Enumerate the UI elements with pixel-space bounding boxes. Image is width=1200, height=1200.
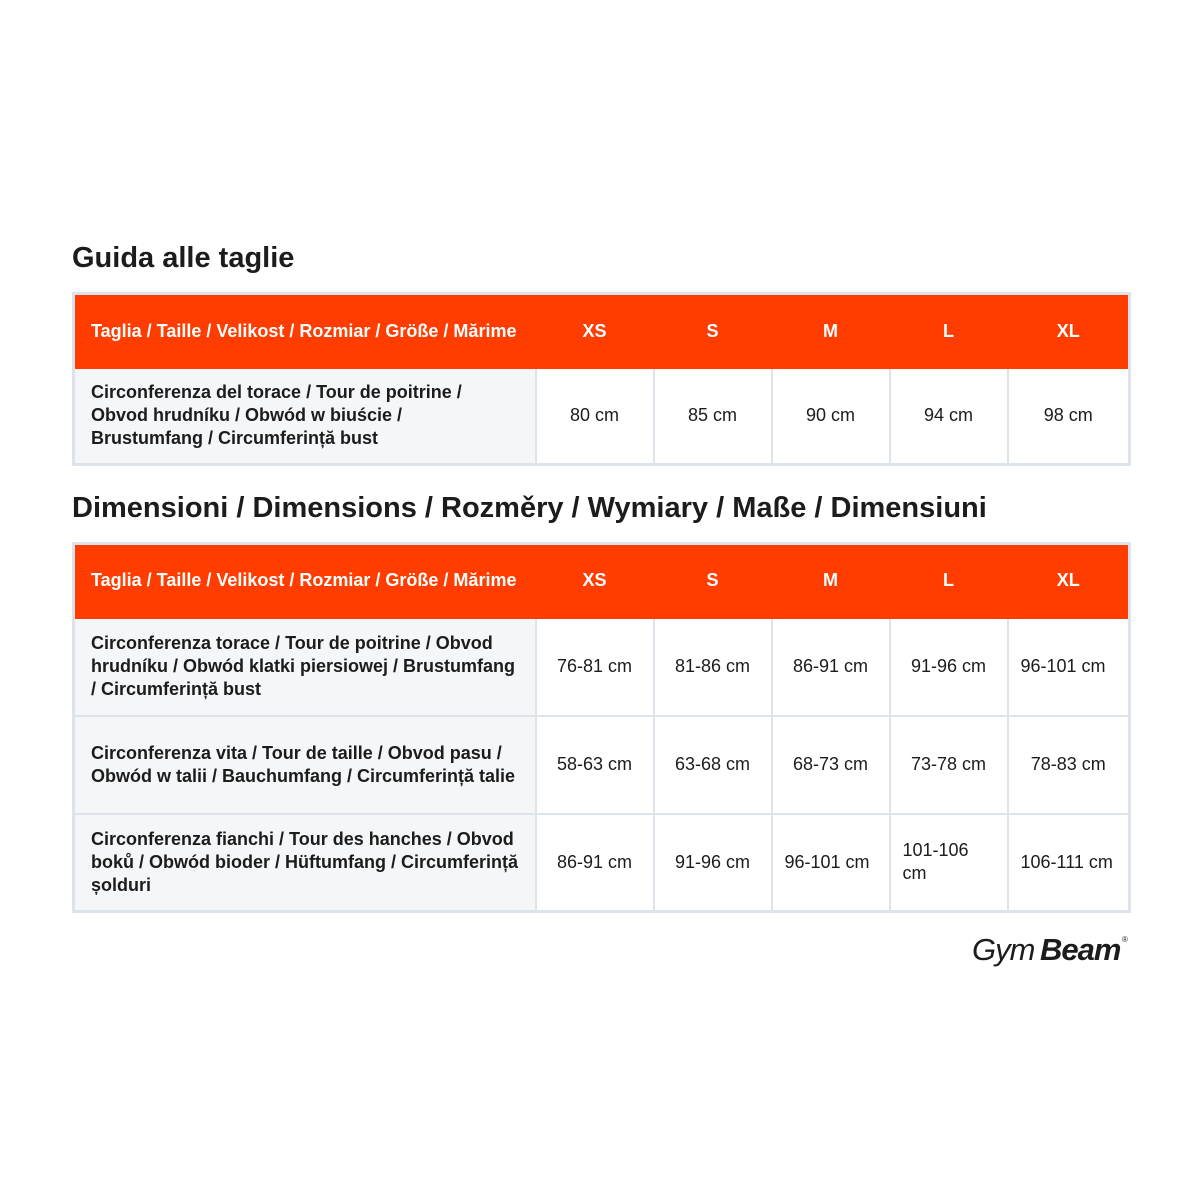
section-spacer — [72, 466, 1128, 488]
table-cell: 58-63 cm — [536, 716, 654, 814]
size-s-header: S — [654, 543, 772, 618]
table-cell: 91-96 cm — [890, 618, 1008, 716]
size-l-header: L — [890, 294, 1008, 369]
table-cell: 98 cm — [1008, 368, 1130, 464]
gymbeam-logo — [972, 928, 1132, 972]
table-cell: 101-106 cm — [890, 814, 1008, 912]
size-s-header: S — [654, 294, 772, 369]
size-column-header: Taglia / Taille / Velikost / Rozmiar / Größe / Mărime — [74, 543, 536, 618]
measurement-label: Circonferenza del torace / Tour de poitrine / Obvod hrudníku / Obwód w biuście / Brustumfang / Circumferință bust — [74, 368, 536, 464]
table-cell: 78-83 cm — [1008, 716, 1130, 814]
table-cell: 76-81 cm — [536, 618, 654, 716]
table-row — [74, 618, 1130, 716]
dimensions-title: Dimensioni / Dimensions / Rozměry / Wymiary / Maße / Dimensiuni — [72, 491, 987, 524]
table-cell: 63-68 cm — [654, 716, 772, 814]
size-guide — [72, 238, 1128, 913]
size-l-header: L — [890, 543, 1008, 618]
logo-text-bold: Beam — [1040, 932, 1121, 967]
table-cell: 80 cm — [536, 368, 654, 464]
table-cell: 86-91 cm — [536, 814, 654, 912]
table-cell: 68-73 cm — [772, 716, 890, 814]
measurement-label: Circonferenza fianchi / Tour des hanches / Obvod boků / Obwód bioder / Hüftumfang / Circumferință șolduri — [74, 814, 536, 912]
table-header-row — [74, 294, 1130, 369]
gymbeam-logo-wordmark — [972, 928, 1132, 972]
size-guide-table — [72, 292, 1131, 466]
table-cell: 86-91 cm — [772, 618, 890, 716]
logo-text-light: Gym — [972, 932, 1035, 967]
table-cell: 91-96 cm — [654, 814, 772, 912]
table-cell: 94 cm — [890, 368, 1008, 464]
table-cell: 73-78 cm — [890, 716, 1008, 814]
size-m-header: M — [772, 294, 890, 369]
dimensions-table — [72, 542, 1131, 914]
registered-mark: ® — [1122, 935, 1128, 944]
table-cell: 81-86 cm — [654, 618, 772, 716]
table-row — [74, 716, 1130, 814]
size-column-header: Taglia / Taille / Velikost / Rozmiar / Größe / Mărime — [74, 294, 536, 369]
measurement-label: Circonferenza torace / Tour de poitrine / Obvod hrudníku / Obwód klatki piersiowej / Brustumfang / Circumferință bust — [74, 618, 536, 716]
size-xl-header: XL — [1008, 294, 1130, 369]
table-row — [74, 368, 1130, 464]
size-m-header: M — [772, 543, 890, 618]
table-header-row — [74, 543, 1130, 618]
table-cell: 106-111 cm — [1008, 814, 1130, 912]
measurement-label: Circonferenza vita / Tour de taille / Obvod pasu / Obwód w talii / Bauchumfang / Circumferință talie — [74, 716, 536, 814]
size-guide-title: Guida alle taglie — [72, 242, 295, 274]
size-xl-header: XL — [1008, 543, 1130, 618]
table-cell: 85 cm — [654, 368, 772, 464]
table-row — [74, 814, 1130, 912]
size-xs-header: XS — [536, 294, 654, 369]
table-cell: 96-101 cm — [772, 814, 890, 912]
size-xs-header: XS — [536, 543, 654, 618]
table-cell: 96-101 cm — [1008, 618, 1130, 716]
table-cell: 90 cm — [772, 368, 890, 464]
